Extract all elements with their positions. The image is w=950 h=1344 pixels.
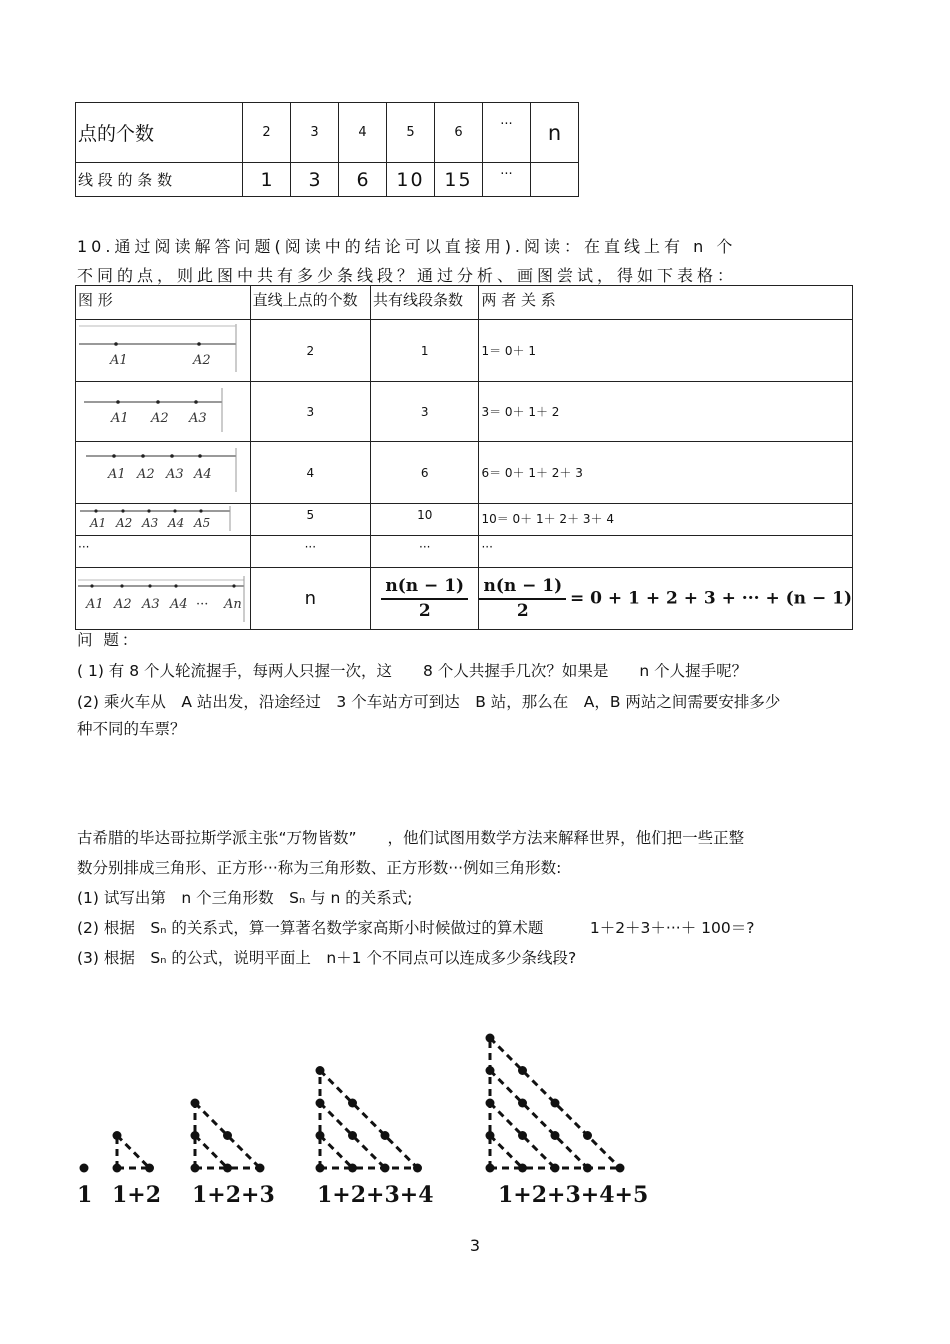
point-label: A3 [189,411,207,426]
cell [531,163,579,197]
dot [316,1066,325,1075]
triangle-5 [486,1034,625,1173]
point-label: A2 [151,411,169,426]
triangle-label: 1+2+3 [192,1182,275,1208]
segment-count: 6 [371,442,479,504]
dot [518,1066,527,1075]
figure-cell [76,504,251,536]
relation: 6＝ 0＋ 1＋ 2＋ 3 [479,442,853,504]
ellipsis-cell: ··· [479,536,853,568]
point-label: A3 [166,467,184,482]
triangular-numbers-figure [70,972,700,1212]
cell: ··· [483,163,531,197]
figure-cell [76,568,251,630]
header-relation: 两 者 关 系 [479,286,853,320]
dot [486,1034,495,1043]
dot [223,1131,232,1140]
relation: 1＝ 0＋ 1 [479,320,853,382]
cell: 5 [387,103,435,163]
segment-count: 3 [371,382,479,442]
dot [316,1131,325,1140]
dot [486,1164,495,1173]
cell: 2 [243,103,291,163]
line-figure-2-points [76,320,248,378]
line-figure-5-points [76,504,248,532]
triangle-2 [113,1131,155,1173]
point-label: A1 [108,467,126,482]
segment-count: 10 [371,504,479,536]
cell: 6 [339,163,387,197]
triangle-label: 1+2 [112,1182,162,1208]
line-figure-3-points [76,382,248,438]
dot [80,1164,89,1173]
segments-relation-table [75,285,853,630]
q10-line1: 10.通过阅读解答问题(阅读中的结论可以直接用).阅读：在直线上有 n 个 [77,237,737,256]
greek-paragraph-2: 数分别排成三角形、正方形···称为三角形数、正方形数···例如三角形数: [77,859,562,877]
line-figure-4-points [76,442,248,500]
ellipsis-cell: ··· [250,536,370,568]
point-label: ··· [196,597,209,612]
point-label: An [224,597,242,612]
triangle-label: 1+2+3+4 [317,1182,434,1208]
greek-question-2: (2) 根据 Sₙ 的关系式，算一算著名数学家高斯小时候做过的算术题 1＋2＋3＋···＋ 100＝? [77,919,755,937]
dot [518,1131,527,1140]
greek-problem [77,823,897,973]
relation-formula [479,568,853,630]
question-2-line1: (2) 乘火车从 A 站出发，沿途经过 3 个车站方可到达 B 站，那么在 A，B 两站之间需要安排多少 [77,693,781,711]
fraction [479,576,566,621]
point-label: A4 [194,467,212,482]
figure-cell [76,320,251,382]
dot [191,1131,200,1140]
header-segment-count: 共有线段条数 [371,286,479,320]
dot [583,1131,592,1140]
row-label-segments: 线 段 的 条 数 [76,163,243,197]
dot [616,1164,625,1173]
dot [113,1131,122,1140]
point-label: A4 [170,597,188,612]
questions-title: 问 题： [77,631,141,649]
point-label: A2 [193,353,211,368]
questions-block [77,625,877,745]
line-figure-n-points [76,568,248,626]
cell: 1 [243,163,291,197]
header-figure: 图 形 [76,286,251,320]
cell: n [531,103,579,163]
points-segments-table [75,102,579,197]
cell: 10 [387,163,435,197]
question-1: ( 1) 有 8 个人轮流握手，每两人只握一次，这 8 个人共握手几次？如果是 n 个人握手呢？ [77,662,748,680]
dot [348,1164,357,1173]
triangle-1 [80,1164,89,1173]
triangle-label: 1+2+3+4+5 [498,1182,649,1208]
dot [316,1099,325,1108]
triangle-3 [191,1099,265,1173]
point-label: A1 [86,597,104,612]
point-label: A2 [116,516,133,530]
dot [518,1099,527,1108]
greek-question-1: (1) 试写出第 n 个三角形数 Sₙ 与 n 的关系式; [77,889,413,907]
relation: 3＝ 0＋ 1＋ 2 [479,382,853,442]
point-label: A1 [111,411,129,426]
q10-line2: 不同的点，则此图中共有多少条线段？通过分析、画图尝试，得如下表格： [77,266,738,285]
dot [381,1164,390,1173]
point-count: n [250,568,370,630]
segment-count: 1 [371,320,479,382]
dot [486,1066,495,1075]
point-count: 5 [250,504,370,536]
point-label: A5 [194,516,211,530]
point-label: A1 [90,516,107,530]
dot [348,1131,357,1140]
dot [583,1164,592,1173]
question-10 [77,232,877,290]
fraction-denominator: 2 [418,601,431,621]
dot [191,1099,200,1108]
header-point-count: 直线上点的个数 [250,286,370,320]
cell: 3 [291,163,339,197]
triangle-4 [316,1066,423,1173]
point-count: 2 [250,320,370,382]
dot [486,1131,495,1140]
cell: 4 [339,103,387,163]
figure-cell [76,382,251,442]
point-label: A2 [137,467,155,482]
cell: 3 [291,103,339,163]
triangles-group [80,1034,625,1173]
dot [256,1164,265,1173]
dot [551,1164,560,1173]
cell: ··· [483,103,531,163]
segment-formula [371,568,479,630]
relation-sum: = 0 + 1 + 2 + 3 + ··· + (n − 1) [570,588,852,609]
dot [551,1131,560,1140]
fraction-denominator: 2 [516,601,529,621]
point-label: A3 [142,516,159,530]
page-number: 3 [469,1236,481,1255]
relation: 10＝ 0＋ 1＋ 2＋ 3＋ 4 [479,504,853,536]
greek-paragraph-1: 古希腊的毕达哥拉斯学派主张“万物皆数” ，他们试图用数学方法来解释世界，他们把一些正整 [77,829,745,847]
point-label: A2 [114,597,132,612]
ellipsis-cell: ··· [76,536,251,568]
dot [191,1164,200,1173]
dot [381,1131,390,1140]
dot [348,1099,357,1108]
point-label: A3 [142,597,160,612]
figure-cell [76,442,251,504]
dot [518,1164,527,1173]
question-2-line2: 种不同的车票？ [77,720,186,738]
dot [316,1164,325,1173]
dot [551,1099,560,1108]
dot [413,1164,422,1173]
dot [223,1164,232,1173]
cell: 15 [435,163,483,197]
point-count: 3 [250,382,370,442]
fraction-numerator: n(n − 1) [381,576,468,600]
point-count: 4 [250,442,370,504]
dot [113,1164,122,1173]
point-label: A4 [168,516,185,530]
dot [486,1099,495,1108]
ellipsis-cell: ··· [371,536,479,568]
cell: 6 [435,103,483,163]
greek-question-3: (3) 根据 Sₙ 的公式，说明平面上 n＋1 个不同点可以连成多少条线段? [77,949,577,967]
dot [145,1164,154,1173]
fraction-numerator: n(n − 1) [479,576,566,600]
triangle-label: 1 [77,1182,93,1208]
fraction [381,576,468,621]
row-label-points: 点的个数 [76,103,243,163]
point-label: A1 [110,353,128,368]
